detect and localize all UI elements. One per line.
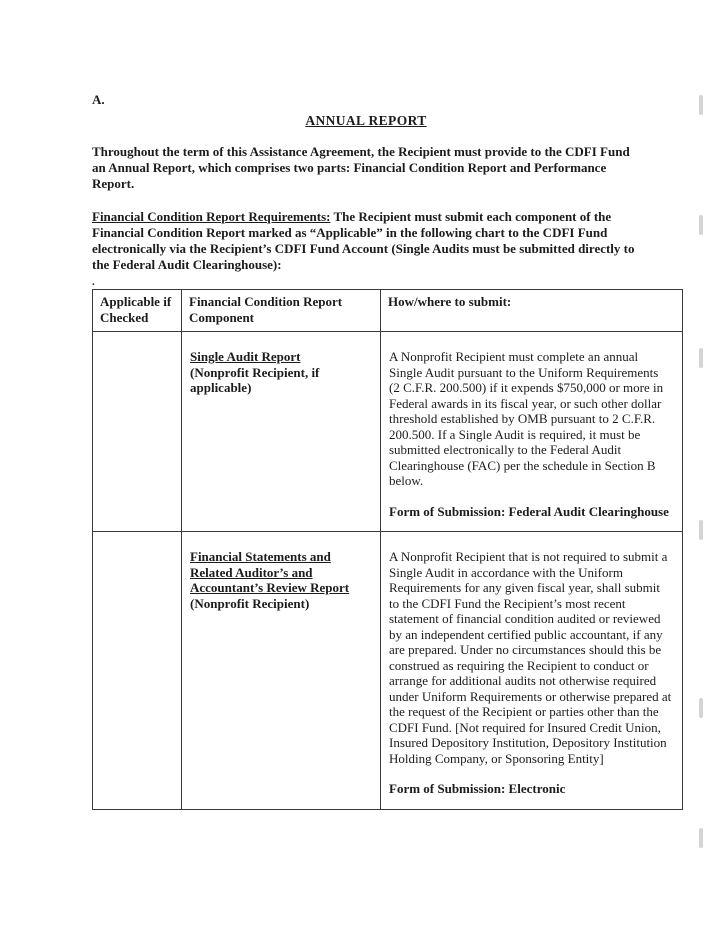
intro-paragraph: Throughout the term of this Assistance Agreement, the Recipient must provide to the CDFI Fund an Annual Report, which comprises two parts: Financial Condition Report and Performance Report. bbox=[92, 144, 630, 192]
component-title: Financial Statements and Related Auditor’s and Accountant’s Review Report bbox=[190, 549, 350, 596]
scan-artifact bbox=[699, 95, 703, 115]
scan-artifact bbox=[699, 698, 703, 718]
requirements-heading: Financial Condition Report Requirements: bbox=[92, 208, 331, 224]
scan-artifact bbox=[699, 520, 703, 540]
how-to-submit-text: A Nonprofit Recipient that is not required to submit a Single Audit in accordance with the Uniform Requirements for any given fiscal year, shall submit to the CDFI Fund the Recipient’s most recent statement of financial condition audited or reviewed by an independent certified public accountant, if any are prepared. Under no circumstances should this be construed as requiring the Recipient to conduct or arrange for additional audits not otherwise required under Uniform Requirements or otherwise prepared at the request of the Recipient or parties other than the CDFI Fund. [Not required for Insured Credit Union, Insured Depository Institution, Depository Institution Holding Company, or Sponsoring Entity] bbox=[389, 549, 672, 766]
table-row bbox=[93, 332, 683, 532]
component-cell bbox=[182, 332, 381, 532]
how-to-submit-cell bbox=[381, 332, 683, 532]
form-of-submission: Form of Submission: Federal Audit Clearinghouse bbox=[389, 503, 669, 519]
component-cell bbox=[182, 532, 381, 810]
financial-condition-report-table bbox=[92, 289, 683, 810]
component-title: Single Audit Report bbox=[190, 349, 301, 365]
table-row bbox=[93, 532, 683, 810]
table-header bbox=[93, 290, 683, 332]
requirements-paragraph bbox=[92, 209, 640, 274]
applicable-cell bbox=[93, 332, 182, 532]
how-to-submit-text: A Nonprofit Recipient must complete an annual Single Audit pursuant to the Uniform Requirements (2 C.F.R. 200.500) if it expends $750,000 or more in Federal awards in its fiscal year, or such other dollar threshold established by OMB pursuant to 2 C.F.R. 200.500. If a Single Audit is required, it must be submitted electronically to the Federal Audit Clearinghouse (FAC) per the schedule in Section B below. bbox=[389, 349, 664, 489]
section-label: A. bbox=[92, 92, 105, 107]
header-how-where-to-submit: How/where to submit: bbox=[381, 290, 683, 332]
how-to-submit-cell bbox=[381, 532, 683, 810]
scan-artifact bbox=[699, 348, 703, 368]
scan-artifact bbox=[699, 215, 703, 235]
requirements-text: The Recipient must submit each component of the Financial Condition Report marked as “Applicable” in the following chart to the CDFI Fund electronically via the Recipient’s CDFI Fund Account (Single Audits must be submitted directly to the Federal Audit Clearinghouse): bbox=[92, 208, 635, 273]
page-title: ANNUAL REPORT bbox=[305, 113, 427, 128]
stray-dot: . bbox=[92, 276, 95, 289]
form-of-submission: Form of Submission: Electronic bbox=[389, 781, 566, 797]
header-applicable-if-checked: Applicable if Checked bbox=[93, 290, 182, 332]
component-subtitle: (Nonprofit Recipient, if applicable) bbox=[190, 364, 320, 396]
component-subtitle: (Nonprofit Recipient) bbox=[190, 595, 310, 611]
table-header-row bbox=[93, 290, 683, 332]
applicable-cell bbox=[93, 532, 182, 810]
header-component: Financial Condition Report Component bbox=[182, 290, 381, 332]
scan-artifact bbox=[699, 828, 703, 848]
